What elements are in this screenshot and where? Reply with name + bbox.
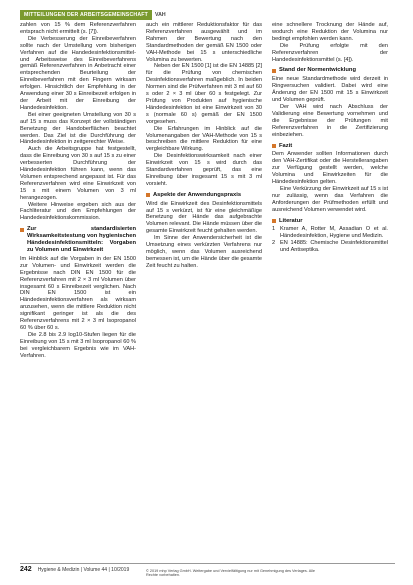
paragraph: auch ein mittlerer Reduktionsfaktor für das Referenzverfahren ausgewählt und im Rahmen der Bewertung nach den Standardmethoden der gemäß EN 1500 oder VAH-Methode bei 15 s unterschiedliche Volumina zu bewerten. xyxy=(146,22,262,63)
section-title: Aspekte der Anwendungspraxis xyxy=(153,191,242,198)
journal-info: Hygiene & Medizin | Volume 44 | 10/2019 xyxy=(37,567,130,573)
paragraph: Die 2.8 bis 2.9 log10-Stufen liegen für die Einreibung von 15 s mit 3 ml Isopropanol 60 % bei vergleichbarem Ergebnis wie im VAH-Verfahren. xyxy=(20,331,136,359)
section-heading xyxy=(272,218,388,225)
literature-text: EN 14885: Chemische Desinfektionsmittel und Antiseptika. xyxy=(280,240,388,254)
paragraph: Eine neue Standardmethode wird derzeit in Ringversuchen validiert. Dabei wird eine Änderung der EN 1500 mit 15 s Einwirkzeit und Volumen geprüft. xyxy=(272,76,388,104)
paragraph: Die Desinfektionswirksamkeit nach einer Einwirkzeit von 15 s wird durch das Standardverfahren geprüft, das eine Einreibung über insgesamt 15 s mit 3 ml vorsieht. xyxy=(146,153,262,187)
column-3 xyxy=(272,22,388,254)
paragraph: Wird die Einwirkzeit des Desinfektionsmittels auf 15 s verkürzt, ist für eine gleichmäßige Benetzung der Hände das aufgebrachte Volumen relevant. Die Hände müssen über die gesamte Einwirkzeit feucht gehalten werden. xyxy=(146,200,262,235)
literature-number: 2 xyxy=(272,240,276,247)
paragraph: Der VAH wird nach Abschluss der Validierung eine Bewertung vornehmen und die Ergebnisse der Prüfungen mit Referenzverfahren in die Zertifizierung einbeziehen. xyxy=(272,103,388,138)
header-section-label: MITTEILUNGEN DER ARBEITSGEMEINSCHAFT xyxy=(20,10,152,20)
copyright-notice: © 2019 mhp Verlag GmbH. Weitergabe und Vervielfältigung nur mit Genehmigung des Verlages. Alle Rechte vorbehalten. xyxy=(146,569,316,578)
paragraph: Im Hinblick auf die Vorgaben in der EN 1500 zur Volumen- und Einwirkzeit werden die Ergebnisse nach DIN EN 1500 für die Referenzverfahren mit 2 × 3 ml Volumen über insgesamt 60 s Einreibezeit verglichen. Nach DIN EN 1500 ist ein Händedesinfektionsverfahren als wirksam anzusehen, wenn die mittlere Reduktion nicht signifikant geringer ist als die des Referenzverfahrens mit 2 × 3 ml Isopropanol 60 % über 60 s. xyxy=(20,255,136,331)
paragraph: eine schnellere Trocknung der Hände auf, wodurch eine Reduktion der Volumina nur bedingt empfohlen werden kann. xyxy=(272,22,388,42)
running-header xyxy=(20,10,166,20)
section-title: Literatur xyxy=(279,217,303,224)
paragraph: Die Prüfung erfolgte mit den Referenzverfahren der Handedesinfektionsmittel (s. [4]). xyxy=(272,42,388,63)
section-title: Stand der Normentwicklung xyxy=(279,67,356,74)
paragraph: Die Verbesserung der Einreibeverfahren sollte nach der Umstellung vom bisherigen Verfahren auf die Handedesinfektionsmittel- und Arbeitsweise des Einreibeverfahrens gemäß Referenzverfahren in Anbetracht einer entsprechenden Beurteilung der Einreibeverfahren mit den Fingern wirksam erfolgen. Hinsichtlich der Empfehlung in der Anwendung einer 30 s Einreibezeit erfolgen in der Arbeit mit der Einreibung der Handedesinfektion. xyxy=(20,35,136,111)
section-heading xyxy=(20,226,136,254)
section-marker-icon xyxy=(146,193,150,197)
page-number: 242 xyxy=(20,566,32,573)
paragraph: Dem Anwender sollten Informationen durch den VAH-Zertifikat oder die Herstellerangaben zur Verfügung gestellt werden, welche Volumina und Einwirkzeiten für die Händedesinfektion gelten. xyxy=(272,151,388,186)
section-heading xyxy=(272,67,388,74)
literature-number: 1 xyxy=(272,226,276,233)
section-marker-icon xyxy=(20,228,24,232)
section-marker-icon xyxy=(272,69,276,73)
section-marker-icon xyxy=(272,144,276,148)
paragraph: zahlen von 15 % dem Referenzverfahren entsprach nicht ermittelt (s. [7]). xyxy=(20,22,136,35)
paragraph: Die Erfahrungen im Hinblick auf die Volumenangaben der VAH-Methode von 15 s beschreiben die mittlere Reduktion für eine vergleichbare Wirkung. xyxy=(146,125,262,153)
footer-divider xyxy=(20,563,395,564)
column-2 xyxy=(146,22,262,270)
section-marker-icon xyxy=(272,219,276,223)
literature-item xyxy=(272,240,388,254)
literature-item xyxy=(272,226,388,240)
paragraph: Auch die Arbeitsgruppe hat festgestellt, dass die Einreibung von 30 s auf 15 s zu einer verbesserten Durchführung der Händedesinfektion führen kann, wenn das Volumen entsprechend angepasst ist. Für das Referenzverfahren wird eine Einwirkzeit von 15 s mit einem Volumen von 3 ml herangezogen. xyxy=(20,146,136,201)
section-title: Fazit xyxy=(279,142,293,149)
paragraph: Neben der EN 1500 [1] ist die EN 14885 [2] für die Prüfung von chemischen Desinfektionsverfahren maßgeblich. In beiden Normen sind die Prüfverfahren mit 3 ml auf 60 s oder 2 × 3 ml über 60 s festgelegt. Zur Prüfung von Produkten auf hygienische Händedesinfektion ist eine Einwirkzeit von 30 s (normale 60 s) gemäß der EN 1500 vorgesehen. xyxy=(146,63,262,125)
header-tag: VAH xyxy=(155,12,166,18)
section-title: Zur standardisierten Wirksamkeitstestung von hygienischen Händedesinfektionsmitteln: Vorgaben zu Volumen und Einwirkzeit xyxy=(27,226,136,253)
column-1 xyxy=(20,22,136,360)
paragraph: Weitere Hinweise ergeben sich aus der Fachliteratur und den Empfehlungen der Handedesinfektionskommission. xyxy=(20,201,136,222)
paragraph: Eine Verkürzung der Einwirkzeit auf 15 s ist nur zulässig, wenn das Verfahren die Anforderungen der Prüfmethoden erfüllt und ausreichend Volumen verwendet wird. xyxy=(272,185,388,213)
literature-text: Kramer A, Rotter M, Assadian O et al. Händedesinfektion, Hygiene und Medizin. xyxy=(280,226,388,240)
paragraph: Im Sinne der Anwendersicherheit ist die Umsetzung eines verkürzten Verfahrens nur möglich, wenn das Volumen ausreichend bemessen ist, um die Hände über die gesamte Zeit feucht zu halten. xyxy=(146,235,262,269)
literature-list xyxy=(272,226,388,254)
section-heading xyxy=(146,192,262,199)
section-heading xyxy=(272,143,388,150)
paragraph: Bei einer geeigneten Umstellung von 30 s auf 15 s muss das Konzept der vollständigen Benetzung der Handoberflächen beachtet werden. Das Ziel ist die Durchführung der Händedesinfektion in zeitgerechter Weise. xyxy=(20,111,136,146)
